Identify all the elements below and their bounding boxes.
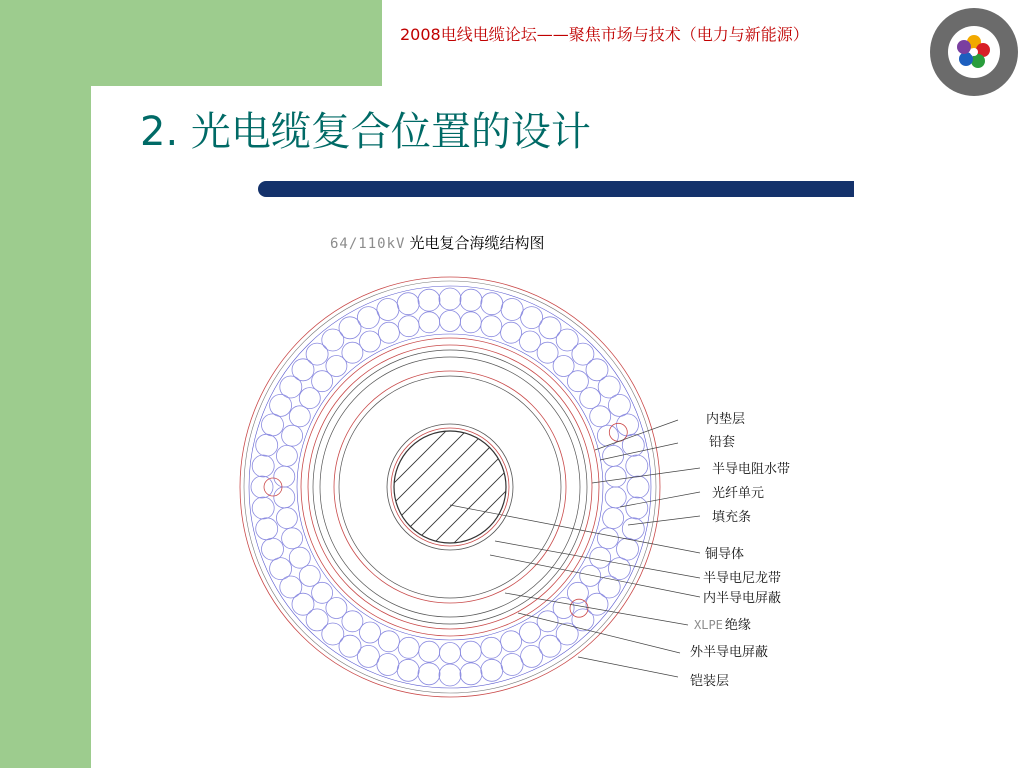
title-underline-bar [258,181,854,197]
armor-wire [276,508,297,529]
armor-wire [603,508,624,529]
armor-wire [251,476,273,498]
armor-wire [605,466,626,487]
left-green-band [0,0,91,768]
armor-wire [539,317,561,339]
armor-wire [418,289,440,311]
fiber-units [264,423,627,617]
armor-wire [520,622,541,643]
armor-wire [292,593,314,615]
armor-wire [289,547,310,568]
armor-wire [481,316,502,337]
armor-wire [626,497,648,519]
leader-lines [450,420,700,677]
armor-wire [439,664,461,686]
armor-wire [252,455,274,477]
label-filler: 填充条 [712,510,752,525]
armor-wire [322,329,344,351]
label-inner-semi-shield: 内半导电屏蔽 [703,591,782,606]
armor-wire [262,414,284,436]
armor-wire [377,654,399,676]
armor-wire [440,311,461,332]
armor-wire [481,293,503,315]
armor-wire [481,659,503,681]
armor-wire [520,331,541,352]
armor-wire [580,388,601,409]
armor-wire [299,565,320,586]
diagram-title-text: 光电复合海缆结构图 [409,234,545,252]
armor-wire [252,497,274,519]
armor-wire [360,622,381,643]
page-title: 2. 光电缆复合位置的设计 [140,109,591,155]
armor-wire [289,406,310,427]
copper-conductor-hatch [330,367,560,597]
armor-wire [572,343,594,365]
forum-logo [928,6,1020,98]
armor-wire [306,609,328,631]
label-outer-semi-shield: 外半导电屏蔽 [690,645,769,660]
armor-wire [590,547,611,568]
armor-wire [586,593,608,615]
armor-wire [280,376,302,398]
armor-wire [342,342,363,363]
armor-wire [419,312,440,333]
label-xlpe-insulation: XLPE 绝缘 [694,618,751,633]
svg-text:64/110kV光电复合海缆结构图 [330,234,544,252]
armor-wire [440,643,461,664]
armor-wire [501,631,522,652]
armor-wire [397,659,419,681]
armor-wire [256,518,278,540]
armor-wire [481,637,502,658]
armor-wire [274,487,295,508]
armor-wire [398,316,419,337]
armor-wire [274,466,295,487]
armor-wire [256,434,278,456]
armor-wire [501,654,523,676]
label-semi-cond-nylon-tape: 半导电尼龙带 [703,571,782,586]
armor-wire [460,663,482,685]
armor-wire [339,635,361,657]
armor-wire [586,359,608,381]
armor-wire [377,299,399,321]
armor-wire [398,637,419,658]
armor-wire [572,609,594,631]
armor-wire [590,406,611,427]
armor-wire [501,299,523,321]
cable-structure-diagram [200,225,800,715]
armor-wire [598,576,620,598]
label-lead-sheath: 铅套 [709,435,736,450]
armor-wire [617,538,639,560]
armor-wire [397,293,419,315]
armor-wire [306,343,328,365]
armor-wire [357,307,379,329]
label-fiber-unit: 光纤单元 [712,486,765,501]
diagram-title-code: 64/110kV [330,236,406,252]
armor-wire [626,455,648,477]
armor-wire [270,558,292,580]
armor-wire [605,487,626,508]
top-green-band [0,0,382,86]
armor-wire [460,641,481,662]
label-copper-conductor: 铜导体 [705,547,745,562]
armor-wire [360,331,381,352]
armor-wire [501,322,522,343]
armor-wire [608,394,630,416]
armor-wire [460,289,482,311]
armor-wire [537,611,558,632]
armor-wire [292,359,314,381]
label-semi-cond-water-tape: 半导电阻水带 [712,462,791,477]
armor-wire [282,425,303,446]
armor-wire [418,663,440,685]
armor-wire [276,445,297,466]
cable-cross-section [240,277,660,697]
armor-wire [378,322,399,343]
armor-wire [556,329,578,351]
armor-wire [556,623,578,645]
armor-wire [322,623,344,645]
armor-wire [521,645,543,667]
armor-wire [460,312,481,333]
label-inner-liner: 内垫层 [706,412,746,427]
armor-wire [262,538,284,560]
armor-wire [419,641,440,662]
armor-wire [597,528,618,549]
armor-wire [627,476,649,498]
armor-wire [378,631,399,652]
label-armor: 铠装层 [690,674,730,689]
fiber-unit [570,599,588,617]
armor-wire [622,518,644,540]
armor-wire [439,288,461,310]
armor-wire [282,528,303,549]
forum-header: 2008电线电缆论坛——聚焦市场与技术（电力与新能源） [400,25,809,44]
